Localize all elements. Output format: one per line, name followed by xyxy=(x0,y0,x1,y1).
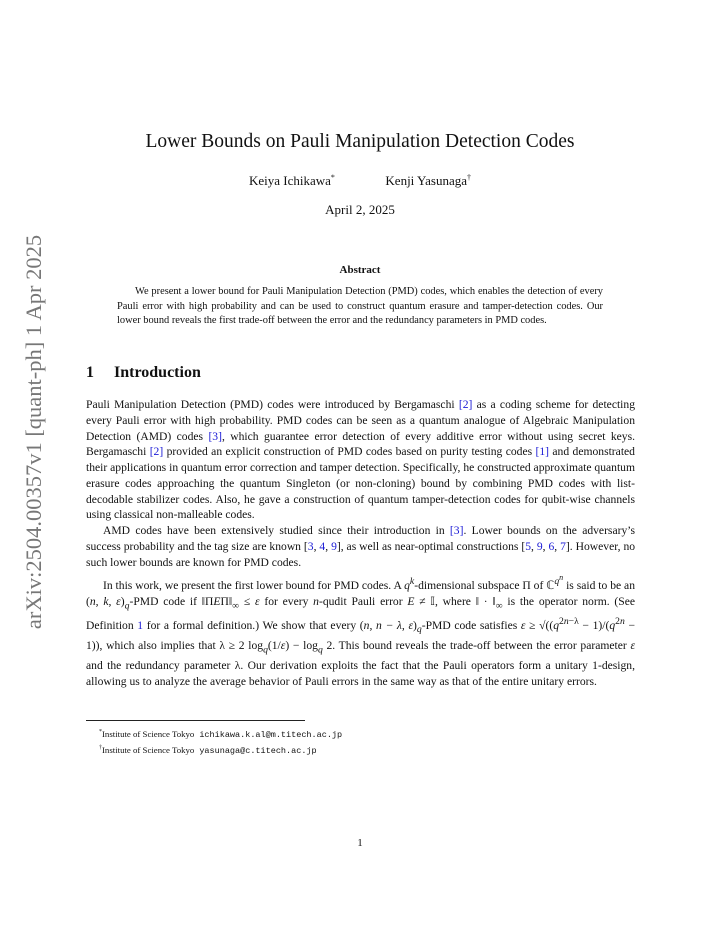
footnote-email[interactable]: yasunaga@c.titech.ac.jp xyxy=(199,746,317,756)
arxiv-stamp-text: arXiv:2504.00357v1 [quant-ph] 1 Apr 2025 xyxy=(21,234,46,630)
footnote-affiliation: Institute of Science Tokyo xyxy=(102,745,195,755)
citation-link[interactable]: 3 xyxy=(307,539,314,553)
citation-link[interactable]: [2] xyxy=(149,445,164,459)
abstract-heading: Abstract xyxy=(339,264,381,276)
footnote-affiliation: Institute of Science Tokyo xyxy=(102,729,195,739)
citation-link[interactable]: 6 xyxy=(548,539,555,553)
citation-link[interactable]: [3] xyxy=(449,524,464,537)
citation-link[interactable]: [1] xyxy=(535,445,550,459)
definition-link[interactable]: 1 xyxy=(137,619,144,632)
footnote-mark: * xyxy=(99,729,102,735)
citation-link[interactable]: 4 xyxy=(319,539,326,553)
author-name: Kenji Yasunaga xyxy=(385,173,468,188)
paragraph: Pauli Manipulation Detection (PMD) codes were introduced by Bergamaschi [2] as a coding scheme for detecting every Pauli error with high probability. PMD codes can be seen as a quantum analogue of Algebraic Manipulation Detection (AMD) codes [3], which guarantee error detection of every additive error without using secret keys. Bergamaschi [2] provided an explicit construction of PMD codes based on purity testing codes [1] and demonstrated their applications in quantum error correction and tamper detection. Specifically, he constructed approximate quantum erasure codes approaching the quantum Singleton (or non-cloning) bound by combining PMD codes with list-decodable stabilizer codes. Also, he gave a construction of quantum tamper-detection codes for qubit-wise channels using classical non-malleable codes. xyxy=(86,398,636,522)
citation-link[interactable]: 9 xyxy=(331,539,337,553)
citation-link[interactable]: [2] xyxy=(458,398,473,411)
citation-link[interactable]: 7 xyxy=(560,539,566,553)
footnotes xyxy=(99,726,342,758)
abstract-body xyxy=(117,285,603,329)
footnote-mark: † xyxy=(99,745,102,751)
author-list xyxy=(0,173,720,189)
page-number: 1 xyxy=(357,837,363,849)
introduction-body xyxy=(86,397,635,690)
footnote-email[interactable]: ichikawa.k.al@m.titech.ac.jp xyxy=(199,730,343,740)
author-name: Keiya Ichikawa xyxy=(248,173,331,188)
footnote xyxy=(99,742,342,758)
footnote-divider xyxy=(86,720,305,721)
abstract-paragraph: We present a lower bound for Pauli Manipulation Detection (PMD) codes, which enables the detection of every Pauli error with high probability and can be used to construct quantum erasure and tamper-detection codes. Our lower bound reveals the first trade-off between the error and the redundancy parameters in PMD codes. xyxy=(117,286,603,327)
paper-date: April 2, 2025 xyxy=(325,202,395,217)
paragraph: In this work, we present the first lower bound for PMD codes. A $q^k$-dimensional subspace Π of ℂ$^{q^n}$ is said to be an (n, k, $\varepsilon)_q$-PMD code if $‖\Pi E\Pi‖_\infty \le \varepsilon$ for every n-qudit Pauli error E ≠ 𝕀, where ‖ · $‖_\infty$ is the operator norm. (See Definition 1 for a formal definition.) We show that every (n, n − λ, $\varepsilon)_q$-PMD code satisfies $\varepsilon \ge √((q^{2n-\lambda} - 1)/(q^{2n} - 1))$, which also implies that λ ≥ 2 $\log_q(1/\varepsilon) - \log_q 2$. This bound reveals the trade-off between the error parameter ε and the redundancy parameter λ. Our derivation exploits the fact that the Pauli operators form a unitary 1-design, allowing us to analyze the average behavior of Pauli errors in the same way as that of the entire unitary errors. xyxy=(86,573,636,688)
paragraph: AMD codes have been extensively studied since their introduction in [3]. Lower bounds on the adversary’s success probability and the tag size are known [3, 4, 9], as well as near-optimal constructions [5, 9, 6, 7]. However, no such lower bounds are known for PMD codes. xyxy=(86,524,636,569)
footnote xyxy=(99,726,342,742)
citation-link[interactable]: 5 xyxy=(525,539,531,553)
paper-title: Lower Bounds on Pauli Manipulation Detection Codes xyxy=(145,131,575,152)
author-footnote-mark: * xyxy=(330,173,335,182)
citation-link[interactable]: [3] xyxy=(208,429,222,443)
section-title: Introduction xyxy=(114,364,201,381)
section-number: 1 xyxy=(86,364,94,381)
author-footnote-mark: † xyxy=(467,173,472,182)
citation-link[interactable]: 9 xyxy=(536,539,543,553)
section-heading xyxy=(86,364,201,382)
